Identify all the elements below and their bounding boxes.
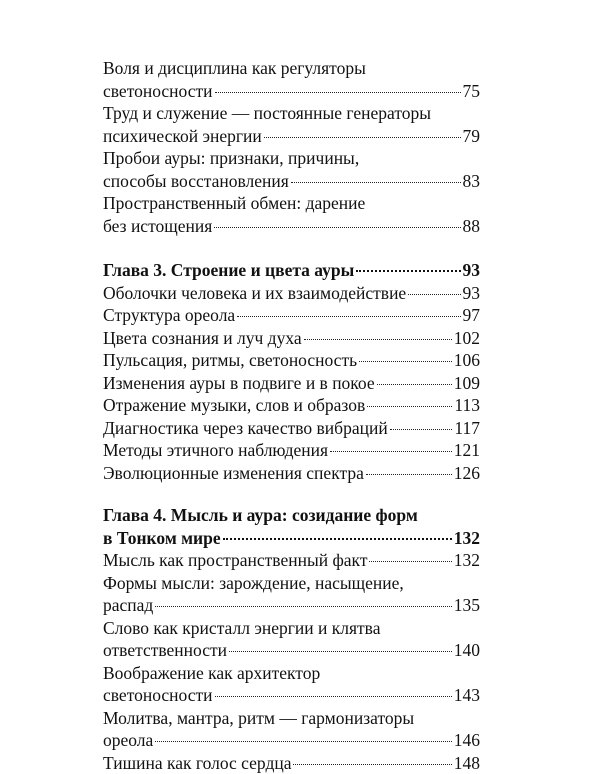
dot-leader [215, 696, 452, 697]
toc-chapter-4[interactable] [103, 504, 480, 549]
toc-entry-page-number: 109 [454, 372, 480, 395]
toc-entry-title-line: Структура ореола [103, 304, 235, 327]
toc-entry-title-line: Воля и дисциплина как регуляторы [103, 57, 480, 80]
dot-leader [229, 651, 452, 652]
dot-leader [356, 270, 460, 272]
toc-entry-page-number: 75 [463, 80, 481, 103]
toc-entry-title-line: Труд и служение — постоянные генераторы [103, 102, 480, 125]
toc-entry-title-line: Цвета сознания и луч духа [103, 327, 302, 350]
toc-entry-title-line: Отражение музыки, слов и образов [103, 394, 365, 417]
toc-entry[interactable] [103, 394, 480, 417]
toc-entry-title-line: способы восстановления [103, 170, 289, 193]
toc-entry-title-line: Тишина как голос сердца [103, 752, 291, 774]
toc-entry-page-number: 135 [454, 594, 480, 617]
dot-leader [369, 561, 451, 562]
toc-chapter-3[interactable] [103, 259, 480, 282]
dot-leader [359, 361, 452, 362]
dot-leader [377, 384, 452, 385]
toc-entry[interactable] [103, 439, 480, 462]
toc-entry-title-line: Молитва, мантра, ритм — гармонизаторы [103, 707, 480, 730]
toc-entry-title-line: Пробои ауры: признаки, причины, [103, 147, 480, 170]
toc-entry[interactable] [103, 707, 480, 752]
toc-entry[interactable] [103, 282, 480, 305]
toc-entry-page-number: 140 [454, 639, 480, 662]
toc-entry-page-number: 146 [454, 729, 480, 752]
toc-entry[interactable] [103, 327, 480, 350]
toc-entry-title-line: светоносности [103, 684, 213, 707]
toc-entry-title-line: ореола [103, 729, 153, 752]
dot-leader [408, 294, 460, 295]
chapter-page-number: 93 [463, 259, 481, 282]
toc-entry-title-line: Методы этичного наблюдения [103, 439, 328, 462]
table-of-contents [103, 57, 480, 774]
toc-entry-page-number: 132 [454, 549, 480, 572]
chapter-title: в Тонком мире [103, 527, 221, 550]
chapter-title: Глава 4. Мысль и аура: созидание форм [103, 504, 480, 527]
toc-entry[interactable] [103, 304, 480, 327]
toc-entry-title-line: Воображение как архитектор [103, 662, 480, 685]
dot-leader [390, 429, 453, 430]
toc-entry[interactable] [103, 417, 480, 440]
toc-entry-title-line: Мысль как пространственный факт [103, 549, 367, 572]
toc-entry[interactable] [103, 192, 480, 237]
dot-leader [155, 606, 451, 607]
toc-entry-title-line: Оболочки человека и их взаимодействие [103, 282, 406, 305]
toc-entry-title-line: ответственности [103, 639, 227, 662]
toc-entry[interactable] [103, 147, 480, 192]
dot-leader [155, 741, 451, 742]
toc-entry[interactable] [103, 549, 480, 572]
toc-entry-page-number: 106 [454, 349, 480, 372]
toc-entry[interactable] [103, 349, 480, 372]
toc-entry-title-line: Пространственный обмен: дарение [103, 192, 480, 215]
toc-entry-title-line: Пульсация, ритмы, светоносность [103, 349, 357, 372]
toc-entry[interactable] [103, 372, 480, 395]
toc-entry-title-line: Изменения ауры в подвиге и в покое [103, 372, 375, 395]
chapter-title: Глава 3. Строение и цвета ауры [103, 259, 354, 282]
toc-entry-title-line: Формы мысли: зарождение, насыщение, [103, 572, 480, 595]
dot-leader [237, 316, 460, 317]
toc-entry-page-number: 97 [463, 304, 481, 327]
toc-entry-title-line: распад [103, 594, 153, 617]
toc-entry-page-number: 88 [463, 215, 481, 238]
toc-entry-title-line: Эволюционные изменения спектра [103, 462, 364, 485]
toc-entry-title-line: без истощения [103, 215, 212, 238]
toc-entry-page-number: 143 [454, 684, 480, 707]
toc-entry-page-number: 79 [463, 125, 481, 148]
dot-leader [214, 227, 460, 228]
dot-leader [291, 182, 461, 183]
toc-entry-title-line: Слово как кристалл энергии и клятва [103, 617, 480, 640]
toc-entry-title-line: светоносности [103, 80, 213, 103]
toc-entry-page-number: 102 [454, 327, 480, 350]
toc-entry[interactable] [103, 617, 480, 662]
dot-leader [293, 764, 451, 765]
toc-entry-page-number: 121 [454, 439, 480, 462]
dot-leader [330, 451, 452, 452]
toc-entry-page-number: 113 [454, 394, 480, 417]
chapter-page-number: 132 [454, 527, 480, 550]
toc-entry[interactable] [103, 752, 480, 774]
toc-entry[interactable] [103, 572, 480, 617]
toc-entry[interactable] [103, 57, 480, 102]
dot-leader [264, 137, 461, 138]
dot-leader [367, 406, 452, 407]
dot-leader [304, 339, 452, 340]
dot-leader [366, 474, 452, 475]
toc-entry-page-number: 126 [454, 462, 480, 485]
toc-entry[interactable] [103, 102, 480, 147]
toc-entry-page-number: 148 [454, 752, 480, 774]
toc-entry-title-line: психической энергии [103, 125, 262, 148]
toc-entry-page-number: 93 [463, 282, 481, 305]
toc-entry[interactable] [103, 462, 480, 485]
toc-entry[interactable] [103, 662, 480, 707]
toc-entry-page-number: 83 [463, 170, 481, 193]
dot-leader [215, 92, 461, 93]
toc-entry-page-number: 117 [454, 417, 480, 440]
toc-entry-title-line: Диагностика через качество вибраций [103, 417, 388, 440]
dot-leader [223, 538, 452, 540]
